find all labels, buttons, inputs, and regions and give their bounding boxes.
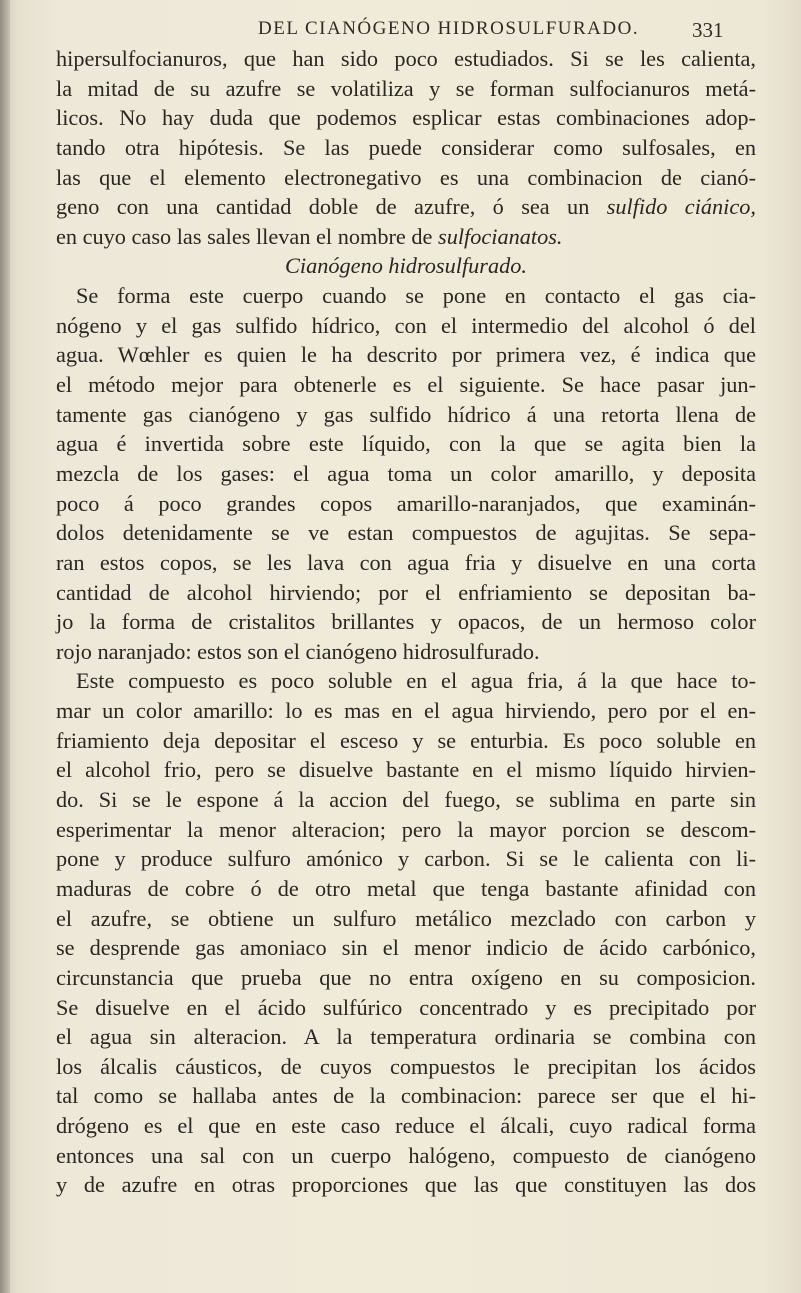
page-number: 331 [692, 18, 724, 42]
text-line: do. Si se le espone á la accion del fuego, se sublima en parte sin [56, 787, 756, 813]
text-line: poco á poco grandes copos amarillo-naranjados, que examinán- [56, 490, 756, 516]
text-line: friamiento deja depositar el esceso y se enturbia. Es poco soluble en [56, 727, 756, 753]
text-line: el azufre, se obtiene un sulfuro metálico mezclado con carbon y [56, 905, 756, 931]
text-line: hipersulfocianuros, que han sido poco estudiados. Si se les calienta, [56, 46, 756, 71]
text-run: en cuyo caso las sales llevan el nombre de [56, 223, 439, 249]
text-line: se desprende gas amoniaco sin el menor indicio de ácido carbónico, [56, 935, 756, 961]
text-line [56, 222, 756, 252]
text-line: las que el elemento electronegativo es una combinacion de cianó- [56, 164, 756, 190]
italic-term: sulfocianatos. [438, 223, 563, 249]
text-line: cantidad de alcohol hirviendo; por el enfriamiento se depositan ba- [56, 579, 756, 605]
text-line: tamente gas cianógeno y gas sulfido hídrico á una retorta llena de [56, 401, 756, 427]
text-line: tando otra hipótesis. Se las puede considerar como sulfosales, en [56, 134, 756, 160]
text-line [56, 192, 756, 222]
page-gutter [0, 0, 10, 1293]
text-line: jo la forma de cristalitos brillantes y opacos, de un hermoso color [56, 609, 756, 635]
text-line: Se disuelve en el ácido sulfúrico concentrado y es precipitado por [56, 994, 756, 1020]
text-line: licos. No hay duda que podemos esplicar estas combinaciones adop- [56, 105, 756, 131]
section-heading: Cianógeno hidrosulfurado. [285, 253, 527, 279]
text-line: mezcla de los gases: el agua toma un color amarillo, y deposita [56, 460, 756, 486]
text-line: los álcalis cáusticos, de cuyos compuestos le precipitan los ácidos [56, 1053, 756, 1079]
running-title: DEL CIANÓGENO HIDROSULFURADO. [258, 18, 640, 39]
text-run: geno con una cantidad doble de azufre, ó sea un [56, 194, 607, 220]
text-line: drógeno es el que en este caso reduce el álcali, cuyo radical forma [56, 1113, 756, 1139]
text-line: el alcohol frio, pero se disuelve bastante en el mismo líquido hirvien- [56, 757, 756, 783]
text-line: ran estos copos, se les lava con agua fria y disuelve en una corta [56, 549, 756, 575]
text-line: agua é invertida sobre este líquido, con la que se agita bien la [56, 431, 756, 457]
text-line: el agua sin alteracion. A la temperatura ordinaria se combina con [56, 1024, 756, 1050]
text-line: pone y produce sulfuro amónico y carbon. Si se le calienta con li- [56, 846, 756, 872]
text-line: nógeno y el gas sulfido hídrico, con el intermedio del alcohol ó del [56, 312, 756, 338]
text-line: rojo naranjado: estos son el cianógeno hidrosulfurado. [56, 638, 540, 664]
text-line: agua. Wœhler es quien le ha descrito por primera vez, é indica que [56, 342, 756, 368]
text-line: esperimentar la menor alteracion; pero la mayor porcion se descom- [56, 816, 756, 842]
text-line: entonces una sal con un cuerpo halógeno, compuesto de cianógeno [56, 1142, 756, 1168]
body-text [56, 44, 756, 1200]
text-line: maduras de cobre ó de otro metal que tenga bastante afinidad con [56, 875, 756, 901]
text-line: circunstancia que prueba que no entra oxígeno en su composicion. [56, 964, 756, 990]
italic-term: sulfido ciánico, [606, 194, 756, 220]
text-line: la mitad de su azufre se volatiliza y se forman sulfocianuros metá- [56, 75, 756, 101]
text-line: mar un color amarillo: lo es mas en el agua hirviendo, pero por el en- [56, 698, 756, 724]
text-line: Este compuesto es poco soluble en el agua fria, á la que hace to- [76, 668, 756, 694]
text-line: dolos detenidamente se ve estan compuestos de agujitas. Se sepa- [56, 520, 756, 546]
text-line: Se forma este cuerpo cuando se pone en contacto el gas cia- [76, 283, 756, 309]
text-line: el método mejor para obtenerle es el siguiente. Se hace pasar jun- [56, 372, 756, 398]
text-line: tal como se hallaba antes de la combinacion: parece ser que el hi- [56, 1083, 756, 1109]
text-line: y de azufre en otras proporciones que las que constituyen las dos [56, 1172, 756, 1198]
